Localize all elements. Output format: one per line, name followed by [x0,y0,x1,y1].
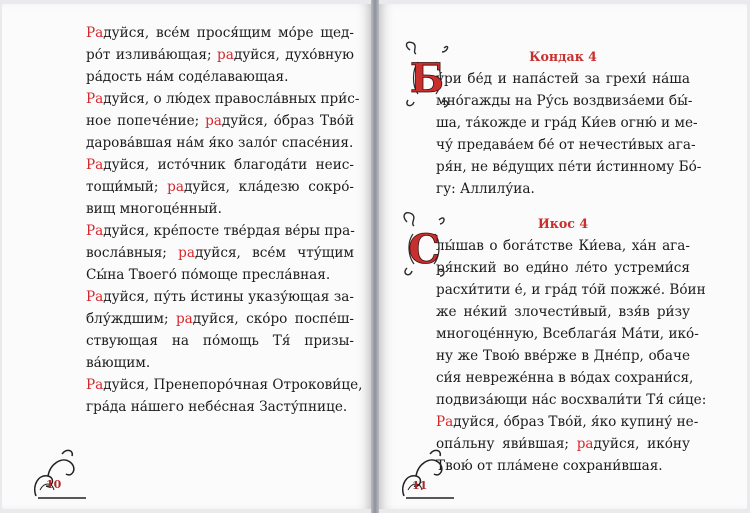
text-line [436,301,690,323]
rubric-red-text: Ра [86,289,104,305]
line-text: опа́льну яви́вшая; [436,436,577,452]
line-text: гу: Аллилу́иа. [436,181,535,197]
text-line [86,110,354,132]
book-gutter [371,0,379,513]
rubric-red-text: ра [178,245,195,261]
dropcap-initial-s [401,210,447,280]
line-text: дуйся, ико́ну [593,436,690,452]
kondak-section [436,46,702,200]
line-text: мно́гажды на Ру́сь воздвиза́еми бы́- [436,93,693,109]
text-line [86,286,354,308]
rubric-red-text: ра [175,311,193,327]
text-line [86,220,354,242]
text-line [436,279,706,301]
rubric-red-text: Ра [86,91,104,107]
text-line [436,235,690,257]
line-text: дуйся, Пренепоро́чная Отрокови́це, [103,377,363,393]
line-text: дуйся, о́браз Тво́й, я́ко купину́ не- [453,414,699,430]
kondak-title: Кондак 4 [529,49,597,64]
dropcap-letter-s: С [408,226,440,273]
dropcap-initial-b [404,40,450,110]
line-text: ря́нский во еди́но ле́то устреми́ся [436,260,690,276]
line-text: си́я невреже́нна в во́дах сохрани́ся, [436,370,694,386]
kondak-text [436,68,702,200]
line-text: дуйся, ско́ро поспе́ш- [192,311,354,327]
text-line [436,389,707,411]
text-line [86,176,354,198]
line-text: многоце́нную, Всеблага́я Ма́ти, ико́- [436,326,699,342]
line-text: ствующая на по́мощь Тя́ призы- [86,333,354,349]
text-line [86,198,354,220]
text-line [86,132,354,154]
ikos-section [436,213,707,477]
line-text: гра́да на́шего небе́сная Засту́пнице. [86,399,348,415]
line-text: дарова́вшая на́м я́ко зало́г спасе́ния. [86,135,354,151]
line-text: ро́т излива́ющая; [86,47,218,63]
line-text: ное попече́ние; [86,113,206,129]
text-line [436,156,702,178]
text-line [436,112,698,134]
line-text: ну же Твою́ вве́рже в Дне́пр, обаче [436,348,690,364]
text-line [86,308,354,330]
line-text: дуйся, кла́дезю сокро́- [183,179,354,195]
line-text: ря́н, не ве́дущих пе́ти и́стинному Бо́- [436,159,702,175]
page-number-left: 10 [46,478,62,491]
rubric-red-text: Ра [86,377,104,393]
line-text: чу́ предава́ем бе́ от нечести́вых ага- [436,137,696,153]
line-text: ра́дость на́м соде́лавающая. [86,69,289,85]
text-line [436,68,690,90]
rubric-red-text: Ра [436,414,454,430]
line-text: восла́вныя; [86,245,179,261]
text-line [86,88,360,110]
text-line [86,66,354,88]
line-text: у́ри бе́д и напа́стей за грехи́ на́ша [436,71,690,87]
text-line [86,264,354,286]
page-corner-ornament-right-icon [396,446,456,502]
text-line [436,134,696,156]
line-text: дуйся, духо́вную [233,47,354,63]
line-text: лы́шав о бога́тстве Ки́ева, ха́н ага- [436,238,690,254]
text-line [436,345,690,367]
text-line [86,242,354,264]
ikos-title: Икос 4 [537,216,589,231]
page-number-right: 11 [412,479,428,492]
line-text: Твою́ от пла́мене сохрани́вшая. [436,458,663,474]
line-text: блу́ждшим; [86,311,176,327]
rubric-red-text: ра [205,113,222,129]
rubric-red-text: ра [217,47,234,63]
line-text: дуйся, исто́чник благода́ти неис- [103,157,354,173]
line-text: Сы́на Твоего́ по́моще пресла́вная. [86,267,331,283]
line-text: ва́ющим. [86,355,151,371]
rubric-red-text: Ра [86,223,104,239]
line-text: дуйся, о́браз Тво́й [221,113,355,129]
text-line [436,257,690,279]
text-line [436,367,694,389]
text-line [436,323,699,345]
line-text: дуйся, кре́посте тве́рдая ве́ры пра- [103,223,355,239]
line-text: ша, та́кожде и гра́д Ки́ев огню́ и ме- [436,115,698,131]
line-text: дуйся, все́м прося́щим мо́ре щед- [103,25,354,41]
rubric-red-text: Ра [86,157,104,173]
text-line [86,374,363,396]
line-text: дуйся, все́м чту́щим [194,245,355,261]
text-line [86,330,354,352]
rubric-red-text: Ра [86,25,104,41]
line-text: тощи́мый; [86,179,168,195]
text-line [86,44,354,66]
line-text: подвиза́ющи на́с восхвали́ти Тя́ си́це: [436,392,707,408]
text-line [436,455,690,477]
line-text: же не́кий злочести́вый, взя́в ри́зу [436,304,690,320]
text-line [436,90,693,112]
line-text: вищ многоце́нный. [86,201,222,217]
page-corner-ornament-left-icon [28,446,88,502]
text-line [436,411,699,433]
rubric-red-text: ра [167,179,184,195]
text-line [436,433,690,455]
text-line [86,352,354,374]
text-line [86,22,354,44]
ikos-text [436,235,707,477]
rubric-red-text: ра [576,436,594,452]
line-text: дуйся, пу́ть и́стины указу́ющая за- [103,289,354,305]
line-text: расхи́тити е́, и гра́д то́й пожже́. Во́ин [436,282,706,298]
text-line [86,396,354,418]
text-line [436,178,690,200]
line-text: дуйся, о лю́дех правосла́вных при́с- [103,91,360,107]
left-page-text [86,22,363,418]
dropcap-letter-b: Б [409,55,445,102]
text-line [86,154,354,176]
